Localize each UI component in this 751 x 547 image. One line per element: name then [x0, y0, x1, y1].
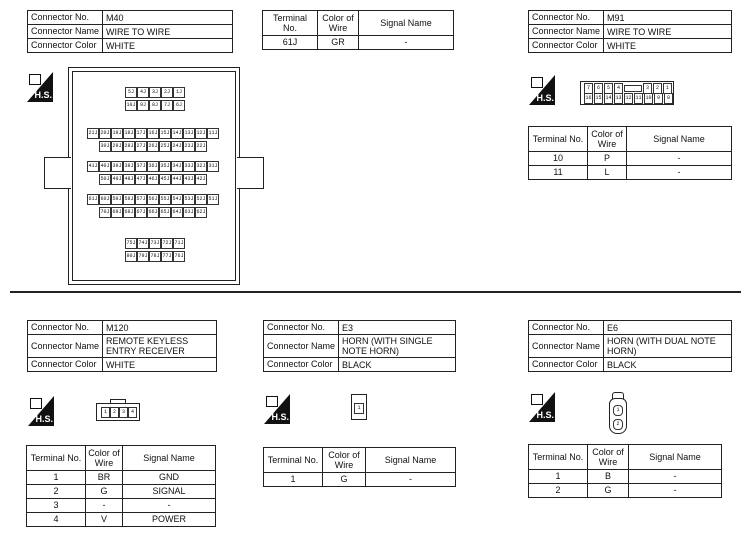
info-label: Connector Name: [28, 335, 103, 358]
info-label: Connector No.: [28, 321, 103, 335]
connector-face-icon: [531, 77, 543, 88]
pin: 47J: [135, 174, 147, 185]
pin: 59J: [111, 194, 123, 205]
pin: 27J: [135, 141, 147, 152]
pin: 9: [654, 93, 663, 104]
pin: 57J: [135, 194, 147, 205]
m40-side-tab-right: [237, 157, 264, 189]
hs-icon: H.S.: [529, 392, 555, 422]
pin: 76J: [173, 251, 185, 262]
hs-icon: H.S.: [27, 72, 53, 102]
info-value: WHITE: [103, 358, 217, 372]
pin: 26J: [147, 141, 159, 152]
pin: 8: [664, 93, 673, 104]
pin: 61J: [87, 194, 99, 205]
m91-connector-face: [580, 81, 674, 105]
pin: 10: [644, 93, 653, 104]
info-label: Connector Name: [28, 25, 103, 39]
pin: 31J: [207, 161, 219, 172]
pin: 75J: [125, 238, 137, 249]
pin: 1: [101, 407, 110, 418]
pin: 45J: [159, 174, 171, 185]
table-row: 2 G SIGNAL: [27, 485, 216, 499]
pin: 64J: [171, 207, 183, 218]
pin: 46J: [147, 174, 159, 185]
pin: 63J: [183, 207, 195, 218]
info-label: Connector Name: [264, 335, 339, 358]
pin: 2J: [161, 87, 173, 98]
pin: 1J: [173, 87, 185, 98]
pin: 56J: [147, 194, 159, 205]
table-row: 4 V POWER: [27, 513, 216, 527]
e3-info-table: [263, 320, 456, 372]
m40-terminal-table: [262, 10, 454, 50]
pin: 19J: [111, 128, 123, 139]
pin: 2: [110, 407, 119, 418]
pin: 67J: [135, 207, 147, 218]
pin: 3: [119, 407, 128, 418]
info-label: Connector Color: [529, 39, 604, 53]
pin: 52J: [195, 194, 207, 205]
key-slot: [624, 85, 642, 92]
pin: 44J: [171, 174, 183, 185]
connector-face-icon: [30, 398, 42, 409]
info-label: Connector Color: [28, 358, 103, 372]
pin: 60J: [99, 194, 111, 205]
info-label: Connector Color: [529, 358, 604, 372]
pin: 74J: [137, 238, 149, 249]
m40-side-tab-left: [44, 157, 71, 189]
pin: 17J: [135, 128, 147, 139]
pin: 48J: [123, 174, 135, 185]
pin: 12: [624, 93, 633, 104]
pin: 69J: [111, 207, 123, 218]
pin: 14: [604, 93, 613, 104]
pin: 54J: [171, 194, 183, 205]
pin: 49J: [111, 174, 123, 185]
pin: 8J: [149, 100, 161, 111]
pin: 10J: [125, 100, 137, 111]
pin: 16: [584, 93, 593, 104]
m120-info-table: [27, 320, 217, 372]
pin: 23J: [183, 141, 195, 152]
pin: 18J: [123, 128, 135, 139]
info-value: WHITE: [103, 39, 233, 53]
info-value: WIRE TO WIRE: [604, 25, 732, 39]
info-value: BLACK: [339, 358, 456, 372]
pin: 77J: [161, 251, 173, 262]
pin: 11J: [207, 128, 219, 139]
pin: 50J: [99, 174, 111, 185]
info-label: Connector Name: [529, 335, 604, 358]
info-value: M120: [103, 321, 217, 335]
m40-info-table: [27, 10, 233, 53]
pin: 32J: [195, 161, 207, 172]
pin: 72J: [161, 238, 173, 249]
col-terminal: Terminal No.: [263, 11, 318, 36]
pin: 7J: [161, 100, 173, 111]
m120-connector-face: [96, 403, 140, 421]
e6-info-table: [528, 320, 732, 372]
pin: 11: [634, 93, 643, 104]
pin: 5J: [125, 87, 137, 98]
pin: 65J: [159, 207, 171, 218]
pin: 16J: [147, 128, 159, 139]
pin: 39J: [111, 161, 123, 172]
pin: 22J: [195, 141, 207, 152]
pin: 5: [604, 83, 613, 94]
pin: 58J: [123, 194, 135, 205]
m91-terminal-table: Terminal No. Color of Wire Signal Name 10 P - 11 L -: [528, 126, 732, 180]
info-value: E6: [604, 321, 732, 335]
pin: 13: [614, 93, 623, 104]
pin: 4: [128, 407, 137, 418]
hs-icon: H.S.: [264, 394, 290, 424]
pin: 15: [594, 93, 603, 104]
col-signal: Signal Name: [359, 11, 454, 36]
pin: 9J: [137, 100, 149, 111]
pin: 24J: [171, 141, 183, 152]
table-row: 1 G -: [264, 473, 456, 487]
info-value: WHITE: [604, 39, 732, 53]
pin: 51J: [207, 194, 219, 205]
pin: 1: [354, 403, 364, 414]
pin: 21J: [87, 128, 99, 139]
pin: 53J: [183, 194, 195, 205]
pin: 2: [653, 83, 662, 94]
connector-face-icon: [29, 74, 41, 85]
connector-face-icon: [266, 396, 278, 407]
info-value: E3: [339, 321, 456, 335]
pin: 79J: [137, 251, 149, 262]
pin: 2: [613, 419, 623, 430]
pin: 4: [614, 83, 623, 94]
pin: 14J: [171, 128, 183, 139]
pin: 41J: [87, 161, 99, 172]
info-label: Connector Name: [529, 25, 604, 39]
table-row: 1 B -: [529, 470, 722, 484]
e6-terminal-table: Terminal No. Color of Wire Signal Name 1 B - 2 G -: [528, 444, 722, 498]
table-row: 1 BR GND: [27, 471, 216, 485]
info-value: WIRE TO WIRE: [103, 25, 233, 39]
info-value: M40: [103, 11, 233, 25]
col-color: Color of Wire: [318, 11, 359, 36]
info-label: Connector No.: [529, 321, 604, 335]
e3-connector-face: [351, 394, 367, 420]
hs-icon: H.S.: [529, 75, 555, 105]
table-row: 3 - -: [27, 499, 216, 513]
pin: 29J: [111, 141, 123, 152]
pin: 34J: [171, 161, 183, 172]
pin: 55J: [159, 194, 171, 205]
pin: 35J: [159, 161, 171, 172]
pin: 78J: [149, 251, 161, 262]
connector-face-icon: [531, 394, 543, 405]
pin: 1: [613, 405, 623, 416]
pin: 40J: [99, 161, 111, 172]
info-value: M91: [604, 11, 732, 25]
info-label: Connector No.: [28, 11, 103, 25]
hs-icon: H.S.: [28, 396, 54, 426]
table-row: 11 L -: [529, 166, 732, 180]
info-label: Connector No.: [264, 321, 339, 335]
section-divider: [10, 291, 741, 293]
pin: 62J: [195, 207, 207, 218]
pin: 12J: [195, 128, 207, 139]
e3-terminal-table: Terminal No. Color of Wire Signal Name 1 G -: [263, 447, 456, 487]
info-label: Connector No.: [529, 11, 604, 25]
pin: 28J: [123, 141, 135, 152]
table-row: 61J GR -: [263, 36, 454, 50]
pin: 71J: [173, 238, 185, 249]
pin: 42J: [195, 174, 207, 185]
m91-info-table: [528, 10, 732, 53]
e6-connector-face: [609, 398, 627, 434]
pin: 37J: [135, 161, 147, 172]
pin: 7: [584, 83, 593, 94]
pin: 13J: [183, 128, 195, 139]
info-label: Connector Color: [28, 39, 103, 53]
pin: 1: [663, 83, 672, 94]
m120-terminal-table: Terminal No. Color of Wire Signal Name 1 BR GND 2 G SIGNAL 3 - - 4 V POWER: [26, 445, 216, 527]
pin: 6: [594, 83, 603, 94]
pin: 3J: [149, 87, 161, 98]
table-row: 10 P -: [529, 152, 732, 166]
pin: 3: [643, 83, 652, 94]
info-value: REMOTE KEYLESS ENTRY RECEIVER: [103, 335, 217, 358]
pin: 33J: [183, 161, 195, 172]
pin: 80J: [125, 251, 137, 262]
table-row: 2 G -: [529, 484, 722, 498]
pin: 15J: [159, 128, 171, 139]
info-label: Connector Color: [264, 358, 339, 372]
info-value: HORN (WITH SINGLE NOTE HORN): [339, 335, 456, 358]
pin: 4J: [137, 87, 149, 98]
pin: 6J: [173, 100, 185, 111]
pin: 43J: [183, 174, 195, 185]
pin: 36J: [147, 161, 159, 172]
pin: 30J: [99, 141, 111, 152]
info-value: HORN (WITH DUAL NOTE HORN): [604, 335, 732, 358]
pin: 25J: [159, 141, 171, 152]
pin: 66J: [147, 207, 159, 218]
pin: 73J: [149, 238, 161, 249]
pin: 68J: [123, 207, 135, 218]
info-value: BLACK: [604, 358, 732, 372]
pin: 70J: [99, 207, 111, 218]
pin: 20J: [99, 128, 111, 139]
pin: 38J: [123, 161, 135, 172]
